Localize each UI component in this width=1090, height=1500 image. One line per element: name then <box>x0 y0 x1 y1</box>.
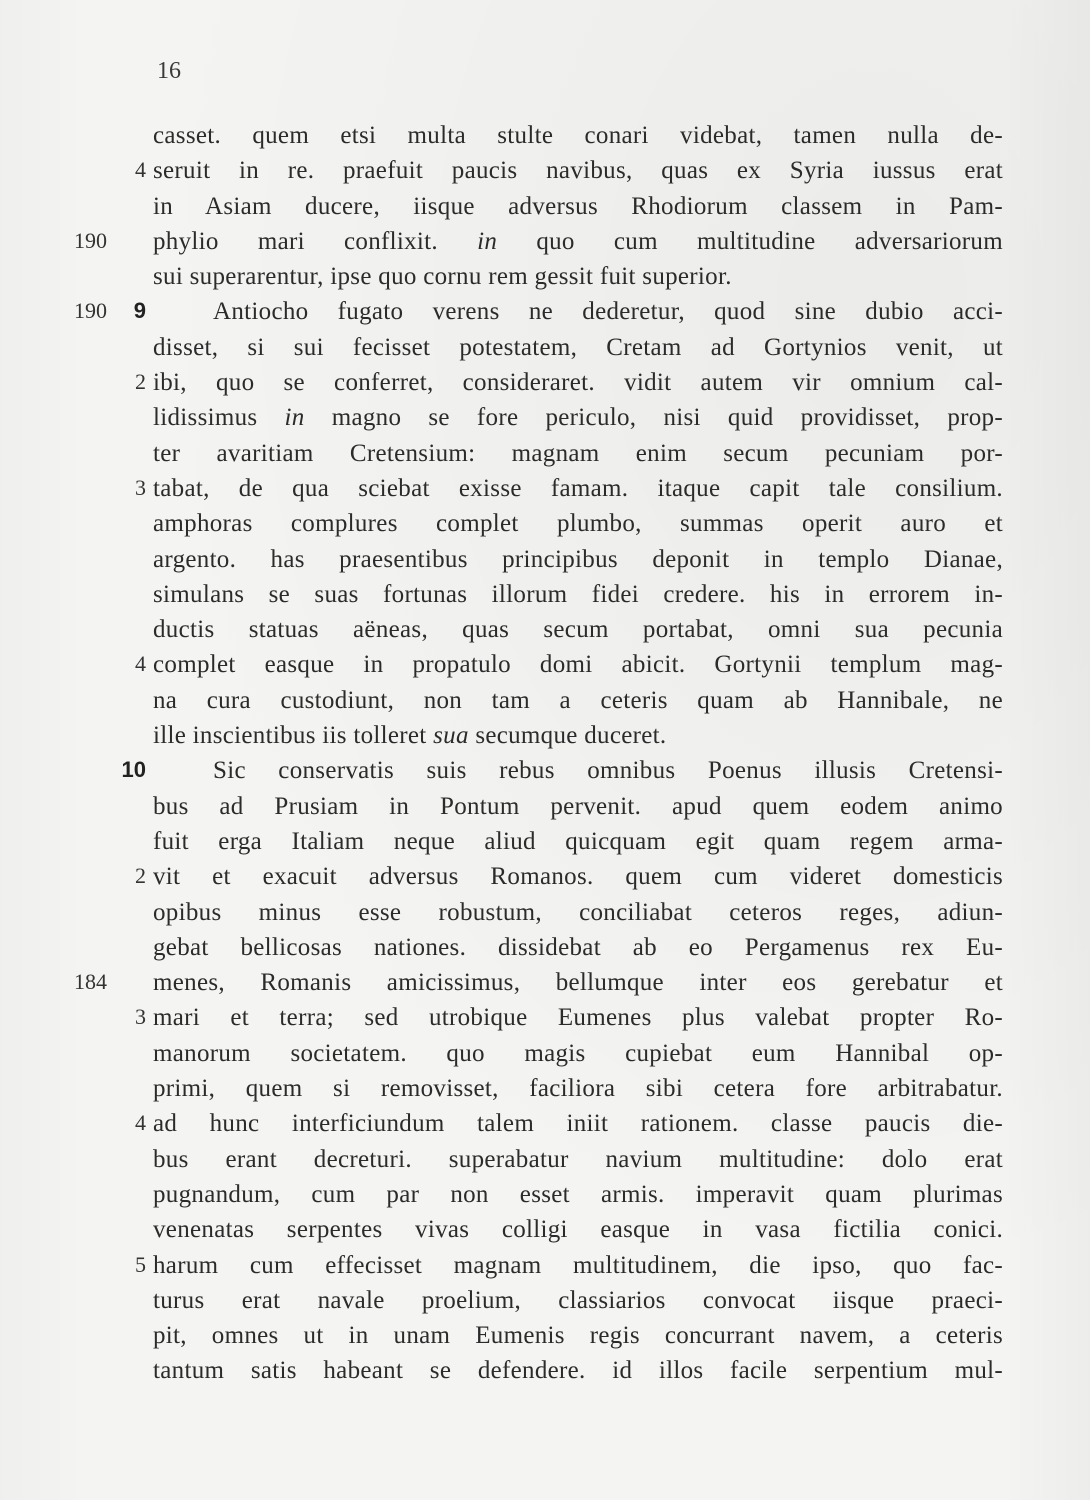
italic-word: in <box>284 404 305 432</box>
line-text: simulans se suas fortunas illorum fidei credere. his in errorem in- <box>153 580 1003 608</box>
line-text <box>153 400 1003 435</box>
text-line <box>0 330 1090 365</box>
line-text: pugnandum, cum par non esset armis. imperavit quam plurimas <box>153 1180 1003 1208</box>
text-line <box>0 1071 1090 1106</box>
text-line <box>0 1318 1090 1353</box>
text-line <box>0 189 1090 224</box>
text-line <box>0 224 1090 259</box>
text-line <box>0 1177 1090 1212</box>
text-line <box>0 1106 1090 1141</box>
text-line <box>0 895 1090 930</box>
text-line <box>0 1353 1090 1388</box>
text-line <box>0 436 1090 471</box>
line-text: ibi, quo se conferret, consideraret. vidit autem vir omnium cal- <box>153 369 1003 397</box>
section-number: 4 <box>135 157 146 183</box>
text-line <box>0 259 1090 294</box>
line-text: menes, Romanis amicissimus, bellumque inter eos gerebatur et <box>153 969 1003 997</box>
line-text-part: ille inscientibus iis tolleret <box>153 722 427 750</box>
line-text: mari et terra; sed utrobique Eumenes plus valebat propter Ro- <box>153 1004 1003 1032</box>
line-text: complet easque in propatulo domi abicit. Gortynii templum mag- <box>153 651 1003 679</box>
text-line <box>0 965 1090 1000</box>
text-line <box>0 118 1090 153</box>
line-text: bus ad Prusiam in Pontum pervenit. apud quem eodem animo <box>153 792 1003 820</box>
line-text: amphoras complures complet plumbo, summas operit auro et <box>153 510 1003 538</box>
text-body <box>0 118 1090 1389</box>
text-line <box>0 1212 1090 1247</box>
line-text: casset. quem etsi multa stulte conari videbat, tamen nulla de- <box>153 122 1003 149</box>
text-line <box>0 1283 1090 1318</box>
line-text: turus erat navale proelium, classiarios convocat iisque praeci- <box>153 1286 1003 1314</box>
text-line <box>0 789 1090 824</box>
line-text: vit et exacuit adversus Romanos. quem cum videret domesticis <box>153 863 1003 891</box>
text-line <box>0 294 1090 329</box>
italic-word: sua <box>433 722 469 750</box>
line-text: disset, si sui fecisset potestatem, Cretam ad Gortynios venit, ut <box>153 333 1003 361</box>
text-line <box>0 1142 1090 1177</box>
text-line <box>0 1248 1090 1283</box>
line-text: Sic conservatis suis rebus omnibus Poenus illusis Cretensi- <box>213 757 1003 785</box>
text-line <box>0 718 1090 753</box>
line-text: ductis statuas aëneas, quas secum portabat, omni sua pecunia <box>153 616 1003 644</box>
line-text-part: magno se fore periculo, nisi quid providisset, prop- <box>331 404 1003 432</box>
line-text: harum cum effecisset magnam multitudinem, die ipso, quo fac- <box>153 1251 1003 1279</box>
text-line <box>0 612 1090 647</box>
section-number: 3 <box>135 474 146 500</box>
line-text: fuit erga Italiam neque aliud quicquam egit quam regem arma- <box>153 827 1003 855</box>
line-text <box>153 718 1003 753</box>
line-text: Antiocho fugato verens ne dederetur, quod sine dubio acci- <box>213 298 1003 326</box>
line-text: pit, omnes ut in unam Eumenis regis concurrant navem, a ceteris <box>153 1322 1003 1350</box>
line-text: tantum satis habeant se defendere. id illos facile serpentium mul- <box>153 1357 1003 1385</box>
section-number: 3 <box>135 1004 146 1030</box>
text-line <box>0 577 1090 612</box>
page-number: 16 <box>157 58 181 84</box>
text-line <box>0 859 1090 894</box>
line-text: na cura custodiunt, non tam a ceteris quam ab Hannibale, ne <box>153 686 1003 714</box>
italic-word: in <box>477 227 498 255</box>
text-line <box>0 1036 1090 1071</box>
line-text: ter avaritiam Cretensium: magnam enim secum pecuniam por- <box>153 439 1003 467</box>
line-text <box>153 224 1003 259</box>
line-text-part: lidissimus <box>153 404 258 432</box>
year-marker: 190 <box>74 298 107 324</box>
line-text: tabat, de qua sciebat exisse famam. itaque capit tale consilium. <box>153 474 1003 502</box>
line-text: primi, quem si removisset, faciliora sibi cetera fore arbitrabatur. <box>153 1075 1003 1103</box>
section-number: 2 <box>135 369 146 395</box>
line-text: bus erant decreturi. superabatur navium multitudine: dolo erat <box>153 1145 1003 1173</box>
line-text: ad hunc interficiundum talem iniit rationem. classe paucis die- <box>153 1110 1003 1138</box>
line-text-part: quo cum multitudine adversariorum <box>536 227 1003 255</box>
text-line <box>0 647 1090 682</box>
line-text-part: secumque duceret. <box>475 722 667 750</box>
year-marker: 184 <box>74 969 107 995</box>
line-text: manorum societatem. quo magis cupiebat eum Hannibal op- <box>153 1039 1003 1067</box>
line-text: seruit in re. praefuit paucis navibus, quas ex Syria iussus erat <box>153 157 1003 185</box>
line-text: in Asiam ducere, iisque adversus Rhodiorum classem in Pam- <box>153 192 1003 220</box>
year-marker: 190 <box>74 227 107 253</box>
line-text: gebat bellicosas nationes. dissidebat ab eo Pergamenus rex Eu- <box>153 933 1003 961</box>
line-text: venenatas serpentes vivas colligi easque in vasa fictilia conici. <box>153 1216 1003 1244</box>
text-line <box>0 1000 1090 1035</box>
text-line <box>0 471 1090 506</box>
text-line <box>0 400 1090 435</box>
section-number: 4 <box>135 651 146 677</box>
line-text: argento. has praesentibus principibus deponit in templo Dianae, <box>153 545 1003 573</box>
section-number: 4 <box>135 1110 146 1136</box>
text-line <box>0 930 1090 965</box>
text-line <box>0 683 1090 718</box>
section-number: 5 <box>135 1251 146 1277</box>
chapter-number: 9 <box>133 298 146 324</box>
line-text: sui superarentur, ipse quo cornu rem gessit fuit superior. <box>153 263 732 291</box>
text-line <box>0 824 1090 859</box>
line-text: opibus minus esse robustum, conciliabat ceteros reges, adiun- <box>153 898 1003 926</box>
text-line <box>0 542 1090 577</box>
text-line <box>0 365 1090 400</box>
text-line <box>0 153 1090 188</box>
text-line <box>0 753 1090 788</box>
line-text-part: phylio mari conflixit. <box>153 227 438 255</box>
chapter-number: 10 <box>121 757 146 783</box>
section-number: 2 <box>135 863 146 889</box>
text-line <box>0 506 1090 541</box>
